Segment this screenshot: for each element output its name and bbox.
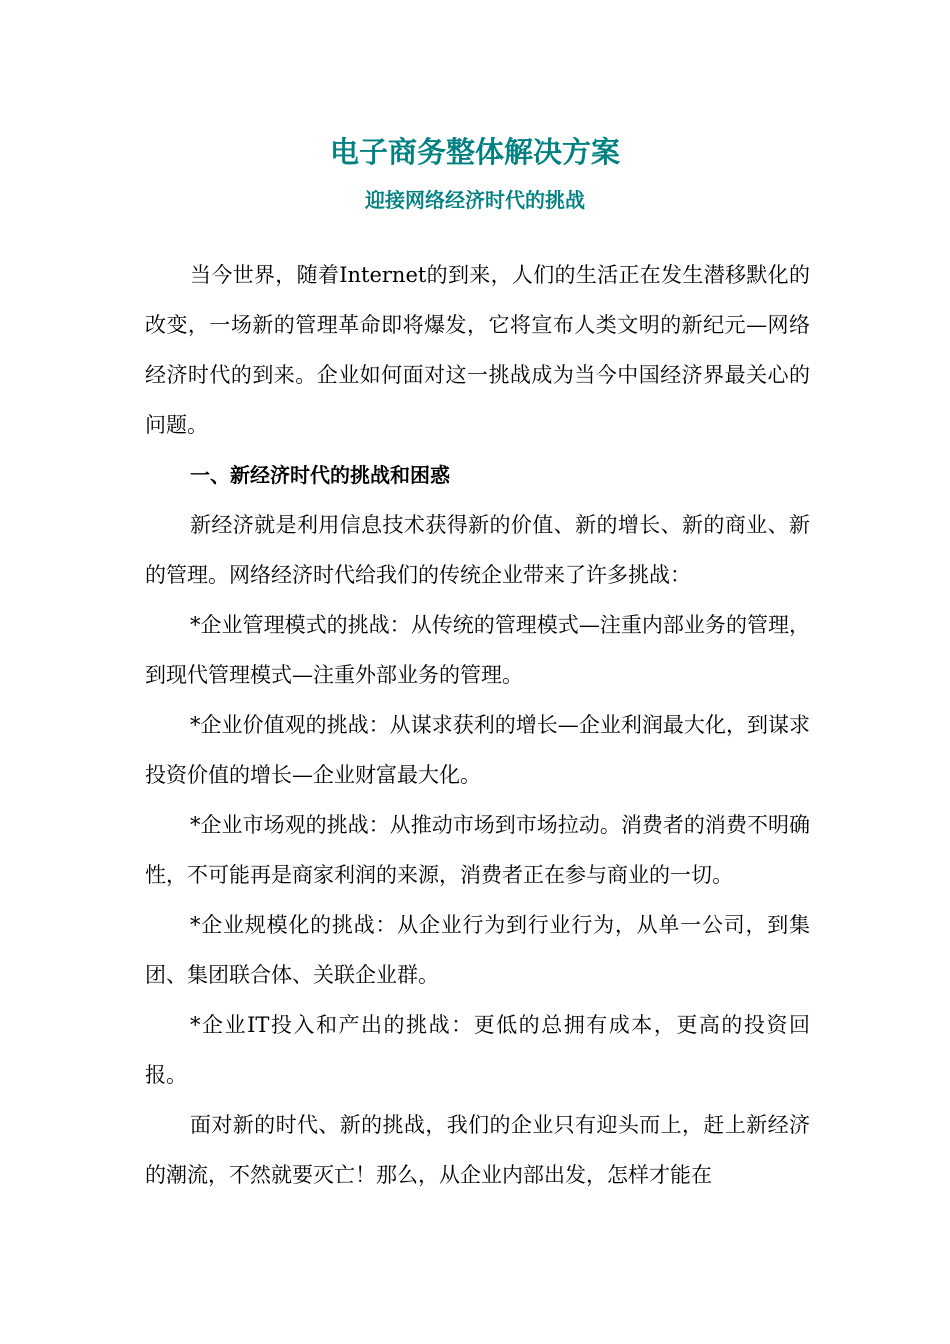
- challenge-point-it: *企业IT投入和产出的挑战：更低的总拥有成本，更高的投资回报。: [145, 1013, 810, 1087]
- section-lead-paragraph: 新经济就是利用信息技术获得新的价值、新的增长、新的商业、新的管理。网络经济时代给我们的传统企业带来了许多挑战：: [145, 513, 810, 587]
- document-body: [145, 250, 810, 1200]
- closing-paragraph: 面对新的时代、新的挑战，我们的企业只有迎头而上，赶上新经济的潮流，不然就要灭亡！那么，从企业内部出发，怎样才能在: [145, 1113, 810, 1187]
- challenge-point-market: *企业市场观的挑战：从推动市场到市场拉动。消费者的消费不明确性，不可能再是商家利润的来源，消费者正在参与商业的一切。: [145, 813, 810, 887]
- challenge-point-value: *企业价值观的挑战：从谋求获利的增长—企业利润最大化，到谋求投资价值的增长—企业财富最大化。: [145, 713, 810, 787]
- document-subtitle: 迎接网络经济时代的挑战: [365, 188, 585, 212]
- document-title: 电子商务整体解决方案: [329, 135, 620, 169]
- challenge-point-management: *企业管理模式的挑战：从传统的管理模式—注重内部业务的管理，到现代管理模式—注重外部业务的管理。: [145, 613, 810, 687]
- section-heading: 一、新经济时代的挑战和困惑: [190, 463, 450, 487]
- intro-paragraph: 当今世界，随着Internet的到来，人们的生活正在发生潜移默化的改变，一场新的管理革命即将爆发，它将宣布人类文明的新纪元—网络经济时代的到来。企业如何面对这一挑战成为当今中国经济界最关心的问题。: [145, 263, 810, 437]
- challenge-point-scale: *企业规模化的挑战：从企业行为到行业行为，从单一公司，到集团、集团联合体、关联企业群。: [145, 913, 810, 987]
